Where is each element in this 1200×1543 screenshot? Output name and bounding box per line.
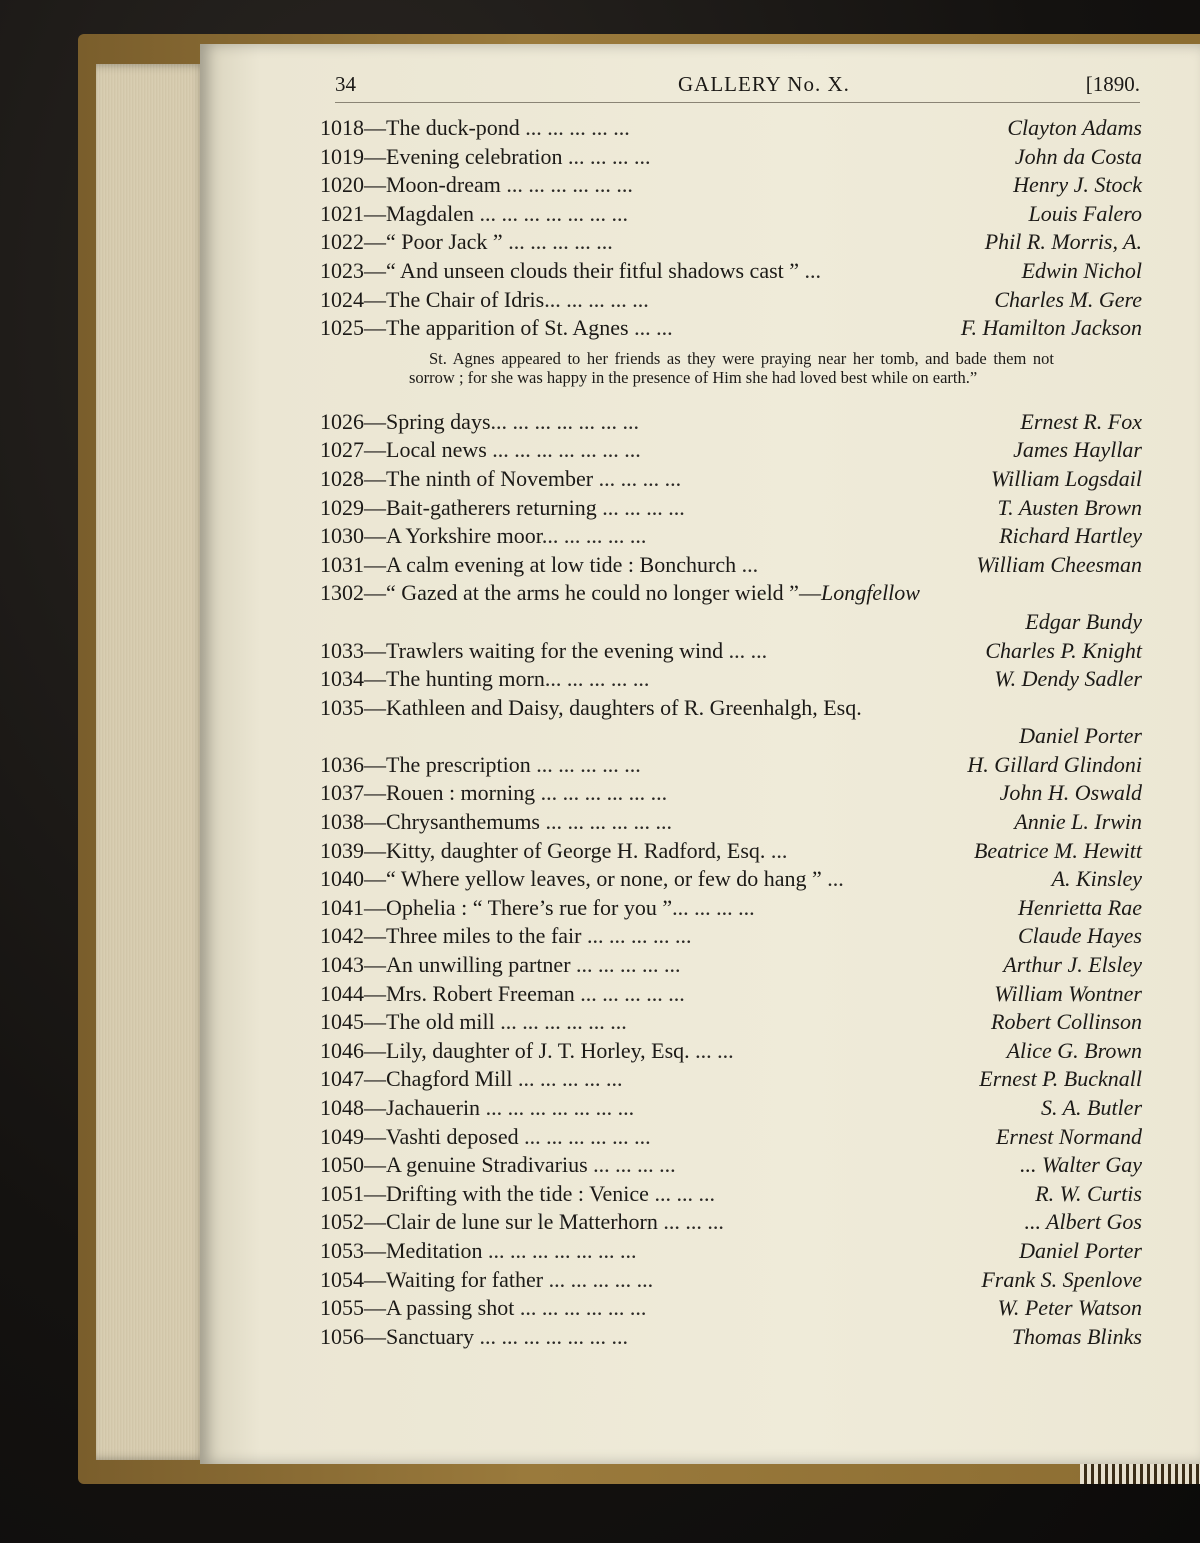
entry-leader-dots: ...	[799, 257, 822, 283]
catalogue-entry	[320, 579, 1142, 608]
catalogue-entry	[320, 894, 1142, 923]
page-header	[335, 72, 1140, 106]
entry-left	[320, 522, 646, 551]
entry-left	[320, 922, 691, 951]
entry-number: 1039	[320, 837, 364, 863]
entry-artist: Louis Falero	[1028, 200, 1142, 226]
entry-leader-dots: ... ... ... ... ... ...	[494, 1009, 627, 1035]
catalogue-entry	[320, 865, 1142, 894]
entry-left	[320, 637, 767, 666]
catalogue-entry	[320, 1094, 1142, 1123]
entry-title: —Kitty, daughter of George H. Radford, Esq.	[364, 837, 766, 863]
entry-leader-dots: ... ... ... ... ... ... ...	[473, 1323, 628, 1349]
entry-number: 1047	[320, 1066, 364, 1092]
entry-number: 1023	[320, 257, 364, 283]
catalogue-entry	[320, 257, 1142, 286]
entry-leader-dots: ... ... ... ... ...	[502, 229, 613, 255]
entry-leader-dots: ... ... ... ... ... ... ...	[490, 408, 639, 434]
entry-artist: S. A. Butler	[1040, 1095, 1142, 1120]
entry-number: 1034	[320, 666, 364, 692]
entry-title: —Local news	[364, 437, 487, 463]
entry-title: —Mrs. Robert Freeman	[364, 980, 575, 1006]
entry-leader-dots: ... ... ... ... ...	[543, 1266, 654, 1292]
entry-title: —Clair de lune sur le Matterhorn	[364, 1209, 658, 1235]
entry-left	[320, 314, 673, 343]
entry-left	[320, 1323, 628, 1352]
entry-number: 1027	[320, 437, 364, 463]
entry-title: —“ Gazed at the arms he could no longer wield ”—	[364, 580, 821, 606]
entry-left	[320, 1266, 653, 1295]
entry-left	[320, 1294, 646, 1323]
entry-left	[320, 200, 628, 229]
entry-left	[320, 114, 630, 143]
entry-artist: Henrietta Rae	[1017, 894, 1142, 920]
entry-title: —Waiting for father	[364, 1266, 544, 1292]
entry-title: —A passing shot	[364, 1295, 515, 1321]
entry-number: 1302	[320, 580, 364, 606]
entry-artist: William Logsdail	[991, 465, 1142, 491]
entry-number: 1020	[320, 172, 364, 198]
entry-leader-dots: ... ... ...	[657, 1209, 724, 1235]
description-quote	[409, 349, 1054, 388]
entry-left	[320, 980, 685, 1009]
entry-left	[320, 436, 641, 465]
entry-number: 1036	[320, 751, 364, 777]
entry-title: —The prescription	[364, 751, 531, 777]
entry-title: —Chrysanthemums	[364, 809, 540, 835]
catalogue-entry	[320, 608, 1142, 637]
entry-leader-dots: ... ... ... ... ...	[530, 751, 641, 777]
entry-artist: H. Gillard Glindoni	[967, 751, 1142, 777]
entry-artist: Charles M. Gere	[994, 286, 1142, 312]
entry-artist: William Cheesman	[976, 551, 1142, 577]
entry-left	[320, 579, 920, 608]
entry-number: 1043	[320, 952, 364, 978]
entry-number: 1030	[320, 523, 364, 549]
catalogue-entry	[320, 1123, 1142, 1152]
entry-leader-dots: ... ... ... ... ...	[544, 286, 649, 312]
catalogue-entry	[320, 286, 1142, 315]
entry-title-author: Longfellow	[820, 580, 920, 606]
entry-title: —The duck-pond	[364, 115, 520, 140]
entry-number: 1048	[320, 1095, 364, 1120]
catalogue-entry	[320, 408, 1142, 437]
entry-title: —The ninth of November	[364, 465, 594, 491]
entry-left	[320, 1208, 724, 1237]
entry-left	[320, 1065, 623, 1094]
entry-number: 1052	[320, 1209, 364, 1235]
entry-number: 1024	[320, 286, 364, 312]
entry-artist: F. Hamilton Jackson	[960, 315, 1142, 341]
entry-number: 1054	[320, 1266, 364, 1292]
catalogue-entry	[320, 837, 1142, 866]
catalogue-entry	[320, 779, 1142, 808]
catalogue-entry	[320, 494, 1142, 523]
catalogue-entry	[320, 143, 1142, 172]
entry-leader-dots: ... ... ... ... ...	[519, 115, 630, 140]
catalogue-entry	[320, 551, 1142, 580]
entry-artist: Daniel Porter	[1019, 1237, 1142, 1263]
header-year: [1890.	[1085, 72, 1140, 96]
catalogue-entry	[320, 980, 1142, 1009]
entry-artist: R. W. Curtis	[1035, 1180, 1142, 1206]
entry-left	[320, 286, 649, 315]
entry-title: —Magdalen	[364, 200, 474, 226]
entry-leader-dots: ... ... ... ... ...	[574, 980, 685, 1006]
entry-left	[320, 665, 649, 694]
entry-number: 1033	[320, 637, 364, 663]
entry-title: —Spring days	[364, 408, 491, 434]
entry-number: 1040	[320, 866, 364, 892]
entry-left	[320, 694, 862, 723]
entry-leader-dots: ... ... ... ... ...	[512, 1066, 623, 1092]
entry-leader-dots: ... ...	[628, 315, 673, 341]
entry-left	[320, 751, 641, 780]
entry-number: 1019	[320, 143, 364, 169]
entry-title: —Trawlers waiting for the evening wind	[364, 637, 724, 663]
catalogue-entry	[320, 314, 1142, 343]
entry-number: 1018	[320, 115, 364, 140]
entry-number: 1038	[320, 809, 364, 835]
page-number: 34	[335, 72, 356, 96]
catalogue-entry	[320, 951, 1142, 980]
entry-artist: Charles P. Knight	[985, 637, 1142, 663]
catalogue-entry	[320, 1151, 1142, 1180]
entry-number: 1022	[320, 229, 364, 255]
catalogue-entry	[320, 1208, 1142, 1237]
entry-artist: Richard Hartley	[999, 523, 1142, 549]
entry-title: —The apparition of St. Agnes	[364, 315, 629, 341]
catalogue-group-b	[320, 408, 1142, 1352]
entry-left	[320, 1008, 627, 1037]
entry-title: —Evening celebration	[364, 143, 563, 169]
entry-number: 1029	[320, 494, 364, 520]
catalogue-entry	[320, 522, 1142, 551]
page-edges	[96, 64, 208, 1460]
entry-number: 1041	[320, 894, 364, 920]
entry-title: —Lily, daughter of J. T. Horley, Esq.	[364, 1037, 690, 1063]
catalogue-entry	[320, 228, 1142, 257]
entry-artist: T. Austen Brown	[997, 494, 1142, 520]
entry-title: —Chagford Mill	[364, 1066, 513, 1092]
entry-title: —“ And unseen clouds their fitful shadows cast ”	[364, 257, 800, 283]
entry-artist: Frank S. Spenlove	[981, 1266, 1142, 1292]
catalogue-entry	[320, 694, 1142, 723]
entry-leader-dots: ...	[765, 837, 788, 863]
entry-artist: A. Kinsley	[1051, 866, 1142, 892]
entry-leader-dots: ... ... ... ... ...	[544, 666, 650, 692]
entry-title: —A Yorkshire moor	[364, 523, 542, 549]
entry-title: —Rouen : morning	[364, 780, 536, 806]
entry-leader-dots: ... ... ... ...	[596, 494, 685, 520]
entry-left	[320, 408, 639, 437]
entry-artist: Thomas Blinks	[1011, 1323, 1142, 1349]
entry-number: 1021	[320, 200, 364, 226]
catalogue-entry	[320, 722, 1142, 751]
entry-left	[320, 143, 651, 172]
entry-number: 1053	[320, 1237, 364, 1263]
entry-number: 1026	[320, 408, 364, 434]
entry-leader-dots: ... ... ... ...	[562, 143, 651, 169]
entry-title: —Sanctuary	[364, 1323, 474, 1349]
entry-artist: Claude Hayes	[1017, 923, 1142, 949]
catalogue-entry	[320, 200, 1142, 229]
entry-leader-dots: ... ... ...	[648, 1180, 715, 1206]
entry-title: —Meditation	[364, 1237, 483, 1263]
catalogue-entry	[320, 1180, 1142, 1209]
entry-leader-dots: ... ... ... ... ...	[541, 523, 647, 549]
entry-artist: Edgar Bundy	[1025, 608, 1142, 634]
entry-artist: Ernest Normand	[995, 1123, 1142, 1149]
entry-left	[320, 1037, 734, 1066]
entry-artist: John da Costa	[1014, 143, 1142, 169]
entry-left	[320, 779, 667, 808]
entry-left	[320, 1123, 651, 1152]
catalogue-entry	[320, 1266, 1142, 1295]
entry-artist: W. Dendy Sadler	[994, 666, 1142, 692]
entry-left	[320, 894, 755, 923]
entry-title: —The hunting morn	[364, 666, 545, 692]
catalogue-entry	[320, 665, 1142, 694]
entry-leader-dots: ... ... ... ... ... ... ...	[473, 200, 628, 226]
entry-leader-dots: ... ...	[689, 1037, 734, 1063]
entry-left	[320, 1151, 676, 1180]
entry-artist: Arthur J. Elsley	[1003, 952, 1142, 978]
entry-title: —Kathleen and Daisy, daughters of R. Greenhalgh, Esq.	[364, 694, 862, 720]
entry-leader-dots: ... ... ... ... ... ...	[514, 1295, 647, 1321]
catalogue-entry	[320, 465, 1142, 494]
entry-left	[320, 808, 672, 837]
catalogue-entry	[320, 1008, 1142, 1037]
entry-title: —Vashti deposed	[364, 1123, 519, 1149]
entry-number: 1050	[320, 1152, 364, 1178]
entry-left	[320, 228, 613, 257]
entry-leader-dots: ... ... ... ...	[593, 465, 682, 491]
entry-artist: William Wontner	[994, 980, 1142, 1006]
entry-artist: Henry J. Stock	[1013, 172, 1142, 198]
entry-number: 1049	[320, 1123, 364, 1149]
quote-text: St. Agnes appeared to her friends as they were praying near her tomb, and bade them not sorrow ; for she was happy in the presence of Him she had loved best while on earth.”	[409, 348, 1054, 388]
entry-artist: ... Walter Gay	[1019, 1152, 1142, 1178]
entry-left	[320, 837, 787, 866]
catalogue-entry	[320, 1037, 1142, 1066]
entry-left	[320, 1094, 634, 1123]
catalogue-entry	[320, 751, 1142, 780]
entry-left	[320, 465, 681, 494]
entry-number: 1044	[320, 980, 364, 1006]
entry-leader-dots: ... ... ... ...	[672, 894, 755, 920]
entry-artist: Phil R. Morris, A.	[984, 229, 1142, 255]
entry-title: —Bait-gatherers returning	[364, 494, 597, 520]
catalogue-entry	[320, 1294, 1142, 1323]
entry-artist: W. Peter Watson	[997, 1295, 1142, 1321]
entry-artist: Clayton Adams	[1007, 115, 1142, 140]
entry-artist: Robert Collinson	[991, 1009, 1142, 1035]
entry-title: —A calm evening at low tide : Bonchurch	[364, 551, 737, 577]
entry-title: —A genuine Stradivarius	[364, 1152, 588, 1178]
entry-number: 1056	[320, 1323, 364, 1349]
catalogue-entry	[320, 114, 1142, 143]
entry-artist: ... Albert Gos	[1024, 1209, 1142, 1235]
entry-title: —Ophelia : “ There’s rue for you ”	[364, 894, 673, 920]
entry-artist: Ernest P. Bucknall	[979, 1066, 1142, 1092]
entry-artist: Ernest R. Fox	[1020, 408, 1142, 434]
catalogue-list	[320, 114, 1142, 1351]
entry-artist: Beatrice M. Hewitt	[973, 837, 1142, 863]
entry-title: —An unwilling partner	[364, 952, 571, 978]
entry-left	[320, 1237, 637, 1266]
entry-left	[320, 551, 758, 580]
entry-leader-dots: ... ... ... ...	[587, 1152, 676, 1178]
entry-number: 1028	[320, 465, 364, 491]
gallery-title: GALLERY No. X.	[678, 72, 850, 96]
entry-title: —Moon-dream	[364, 172, 501, 198]
entry-left	[320, 494, 685, 523]
entry-number: 1046	[320, 1037, 364, 1063]
entry-number: 1042	[320, 923, 364, 949]
entry-title: —“ Where yellow leaves, or none, or few do hang ”	[364, 866, 822, 892]
catalogue-entry	[320, 808, 1142, 837]
entry-leader-dots: ... ...	[723, 637, 768, 663]
entry-artist: Annie L. Irwin	[1014, 809, 1142, 835]
catalogue-entry	[320, 1323, 1142, 1352]
entry-title: —Three miles to the fair	[364, 923, 582, 949]
catalogue-entry	[320, 637, 1142, 666]
entry-leader-dots: ... ... ... ... ...	[581, 923, 692, 949]
entry-number: 1025	[320, 315, 364, 341]
entry-left	[320, 951, 681, 980]
entry-leader-dots: ... ... ... ... ... ... ...	[486, 437, 641, 463]
entry-leader-dots: ... ... ... ... ... ... ...	[482, 1237, 637, 1263]
entry-artist: John H. Oswald	[999, 780, 1142, 806]
catalogue-entry	[320, 1065, 1142, 1094]
entry-leader-dots: ... ... ... ... ... ...	[500, 172, 633, 198]
entry-leader-dots: ... ... ... ... ... ... ...	[480, 1095, 635, 1120]
entry-artist: Alice G. Brown	[1006, 1037, 1142, 1063]
entry-title: —The Chair of Idris	[364, 286, 545, 312]
entry-leader-dots: ...	[736, 551, 759, 577]
entry-leader-dots: ... ... ... ... ...	[570, 952, 681, 978]
entry-left	[320, 257, 821, 286]
catalogue-group-a	[320, 114, 1142, 343]
entry-number: 1051	[320, 1180, 364, 1206]
header-rule	[335, 102, 1140, 103]
entry-number: 1035	[320, 694, 364, 720]
entry-title: —Jachauerin	[364, 1095, 481, 1120]
entry-title: —Drifting with the tide : Venice	[364, 1180, 649, 1206]
catalogue-entry	[320, 1237, 1142, 1266]
entry-left	[320, 1180, 715, 1209]
entry-artist: James Hayllar	[1013, 437, 1142, 463]
entry-number: 1031	[320, 551, 364, 577]
entry-leader-dots: ... ... ... ... ... ...	[518, 1123, 651, 1149]
catalogue-entry	[320, 171, 1142, 200]
entry-title: —“ Poor Jack ”	[364, 229, 503, 255]
entry-left	[320, 171, 633, 200]
entry-number: 1055	[320, 1295, 364, 1321]
entry-artist: Edwin Nichol	[1021, 257, 1142, 283]
entry-leader-dots: ... ... ... ... ... ...	[535, 780, 668, 806]
entry-leader-dots: ...	[821, 866, 844, 892]
catalogue-entry	[320, 922, 1142, 951]
entry-number: 1037	[320, 780, 364, 806]
entry-title: —The old mill	[364, 1009, 495, 1035]
entry-number: 1045	[320, 1009, 364, 1035]
catalogue-entry	[320, 436, 1142, 465]
entry-leader-dots: ... ... ... ... ... ...	[540, 809, 672, 835]
entry-artist: Daniel Porter	[1019, 723, 1142, 749]
entry-left	[320, 865, 844, 894]
